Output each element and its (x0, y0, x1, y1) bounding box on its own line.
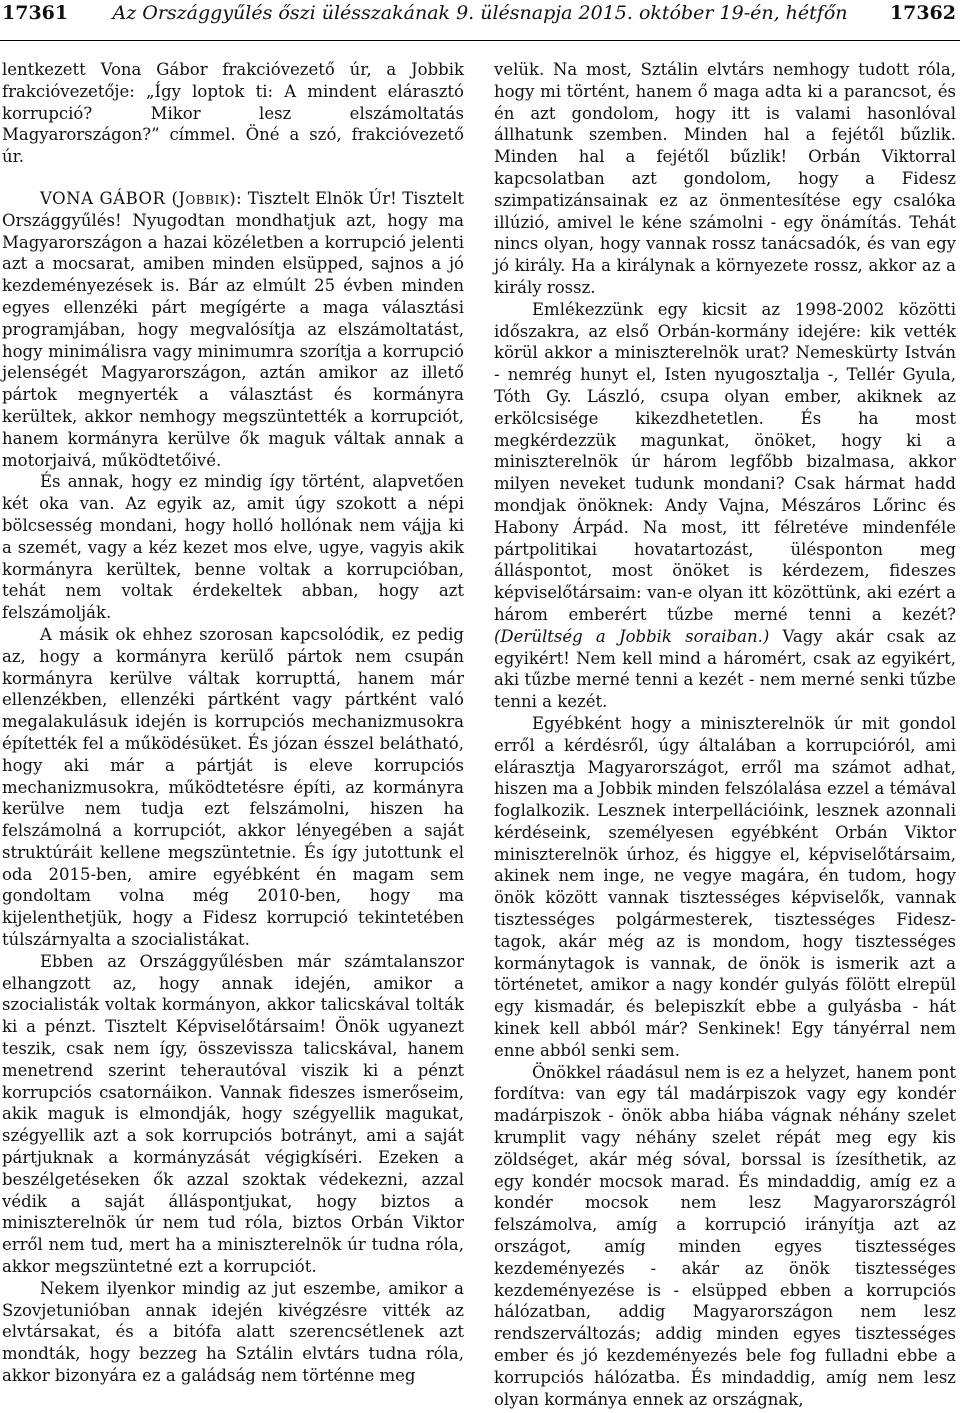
speech-text: Tisztelt Elnök Úr! Tisztelt Országgyűlés! Nyugodtan mondhatjuk azt, hogy ma Magyarországon a hazai közéletben a korrupció jelenti azt a mocsarat, amiben minden elsüpped, sajnos a jó kezdeményezések is. Bár az elmúlt 25 évben minden egyes ellenzéki párt megígérte a maga választási programjában, hogy megvalósítja az elszámoltatást, hogy minimálisra vagy minimumra szorítja a korrupció jelenségét Magyarországon, aztán amikor az illető pártok megnyerték a választást és kormányra kerültek, akkor nemhogy megszüntették a korrupciót, hanem kormányra kerülve ők maguk váltak annak a motorjaivá, működtetőivé. (2, 188, 465, 470)
paragraph (494, 299, 956, 713)
paragraph-text: Vagy akár csak az egyikért! Nem kell mind a háromért, csak az egyikért, aki tűzbe merné tenni a kezét - nem merné senki tűzbe tenni a kezét. (494, 626, 956, 712)
left-column (2, 59, 464, 1387)
page-number-left: 17361 (2, 2, 69, 24)
paragraph: Önökkel ráadásul nem is ez a helyzet, hanem pont fordítva: van egy tál madárpiszok vagy egy kondér madárpiszok - önök abba hiába vágnak néhány szelet krumplit vagy néhány szelet répát meg egy kis zöldséget, akár még sóval, borssal is ízesíthetik, az egy kondér mocsok marad. És mindaddig, amíg ez a kondér mocsok nem lesz Magyarországról felszámolva, amíg a korrupció irányítja azt az országot, amíg minden egyes tisztességes kezdeményezés - akár az önök tisztességes kezdeményezése is - elsüpped ebben a korrupciós hálózatban, addig Magyarországon nem lesz rendszerváltozás; addig minden egyes tisztességes ember és jó kezdeményezés bele fog fulladni ebbe a korrupciós hálózatba. És mindaddig, amíg nem lesz olyan kormánya ennek az országnak, (494, 1062, 956, 1409)
paragraph: A másik ok ehhez szorosan kapcsolódik, ez pedig az, hogy a kormányra kerülő pártok nem csupán kormányra kerülve váltak korrupttá, hanem már ellenzékben, ellenzéki pártként vagy pártként való megalakulásuk idején is korrupciós mechanizmusokra építették fel a működésüket. És józan ésszel belátható, hogy aki már a pártját is eleve korrupciós mechanizmusokra, működtetésre építi, az kormányra kerülve nem tudja ezt felszámolni, hiszen ha felszámolná a korrupciót, akkor lényegében a saját struktúráit kellene megszüntetnie. És így jutottunk el oda 2015-ben, amire egyébként én magam sem gondoltam volna még 2010-ben, hogy ma kijelenthetjük, hogy a Fidesz korrupció tekintetében túlszárnyalta a szocialistákat. (2, 624, 464, 950)
paragraph: Egyébként hogy a miniszterelnök úr mit gondol erről a kérdésről, úgy általában a korrupcióról, ami elárasztja Magyarországot, erről ma számot adhat, hiszen ma a Jobbik minden felszólalása ezzel a témával foglalkozik. Lesznek interpellációink, lesznek azonnali kérdéseink, személyesen egyébként Orbán Viktor miniszterelnök úrhoz, és higgye el, képviselőtársaim, akinek nem inge, ne vegye magára, én tudom, hogy önök között vannak tisztességes képviselők, vannak tisztességes polgármesterek, tisztességes Fidesz-tagok, akár még az is mondom, hogy tisztességes kormánytagok is vannak, de önök is ismerik azt a történetet, amikor a nagy kondér gulyás fölött elrepül egy kismadár, és belepiszkít ebbe a gulyásba - hát kinek kell abból már? Senkinek! Egy tányérral nem enne abból senki sem. (494, 713, 956, 1060)
paragraph: Nekem ilyenkor mindig az jut eszembe, amikor a Szovjetunióban annak idején kivégzésre vitték az elvtársakat, és a bitófa alatt szerencsétlenek azt mondták, hogy bezzeg ha Sztálin elvtárs tudna róla, akkor bizonyára ez a galádság nem történne meg (2, 1278, 464, 1386)
speaker-name: VONA GÁBOR (Jobbik): (40, 188, 243, 208)
paragraph-text: Emlékezzünk egy kicsit az 1998-2002 közötti időszakra, az első Orbán-kormány idejére: kik vették körül akkor a miniszterelnök urat? Nemeskürty István - nemrég hunyt el, Isten nyugosztalja -, Tellér Gyula, Tóth Gy. László, csupa olyan ember, akiknek az erkölcsisége kikezdhetetlen. És ha most megkérdezzük magunkat, önöket, hogy ki a miniszterelnök úr három legfőbb bizalmasa, akkor milyen neveket tudunk mondani? Csak hármat hadd mondjak önöknek: Andy Vajna, Mészáros Lőrinc és Habony Árpád. Na most, itt félretéve mindenféle pártpolitikai hovatartozást, ülésponton meg álláspontot, most önöket is kérdezem, fideszes képviselőtársaim: van-e olyan itt közöttünk, aki ezért a három emberért tűzbe merné tenni a kezét? (494, 299, 956, 624)
paragraph: Ebben az Országgyűlésben már számtalanszor elhangzott az, hogy annak idején, amikor a szocialisták voltak kormányon, akkor talicskával tolták ki a pénzt. Tisztelt Képviselőtársaim! Önök ugyanezt teszik, csak nem így, összevissza talicskával, hanem menetrend szerint teherautóval viszik ki a pénzt korrupciós csatornáikon. Vannak fideszes ismerőseim, akik maguk is elmondják, hogy szégyellik magukat, szégyellik azt a sok korrupciós botrányt, ami a saját pártjuknak a kormányzását végigkíséri. Ezeken a beszélgetéseken ők azzal szoktak védekezni, azzal védik a saját álláspontjukat, hogy biztos a miniszterelnök úr nem tud róla, biztos Orbán Viktor erről nem tud, mert ha a miniszterelnök úr tudna róla, akkor megszüntetné ezt a korrupciót. (2, 951, 464, 1277)
stage-direction: (Derültség a Jobbik soraiban.) (494, 626, 770, 646)
paragraph: És annak, hogy ez mindig így történt, alapvetően két oka van. Az egyik az, amit úgy szokott a népi bölcsesség mondani, hogy holló hollónak nem vájja ki a szemét, vagy a kéz kezet mos elve, ugye, vagyis akik kormányra kerültek, benne voltak a korrupcióban, tehát nem voltak érdekeltek abban, hogy azt felszámolják. (2, 472, 464, 623)
right-column (494, 59, 956, 1410)
paragraph: lentkezett Vona Gábor frakcióvezető úr, a Jobbik frakcióvezetője: „Így loptok ti: A mindent elárasztó korrupció? Mikor lesz elszámoltatás Magyarországon?” címmel. Öné a szó, frakcióvezető úr. (2, 60, 464, 167)
running-title: Az Országgyűlés őszi ülésszakának 9. ülésnapja 2015. október 19-én, hétfőn (112, 2, 848, 24)
paragraph: velük. Na most, Sztálin elvtárs nemhogy tudott róla, hogy mi történt, hanem ő maga adta ki a parancsot, és én azt gondolom, hogy itt is valami hasonlóval állhatunk szemben. Minden hal a fejétől bűzlik. Minden hal a fejétől bűzlik! Orbán Viktorral kapcsolatban azt gondolom, hogy a Fidesz szimpatizánsainak ez az önmentesítése egy csalóka illúzió, amivel le kéne számolni - egy önámítás. Tehát nincs olyan, hogy vannak rossz tanácsadók, és van egy jó király. Ha a királynak a környezete rossz, akkor az a király rossz. (494, 60, 956, 297)
speaker-paragraph (2, 188, 464, 471)
page-number-right: 17362 (889, 2, 956, 24)
page-header (0, 0, 960, 41)
